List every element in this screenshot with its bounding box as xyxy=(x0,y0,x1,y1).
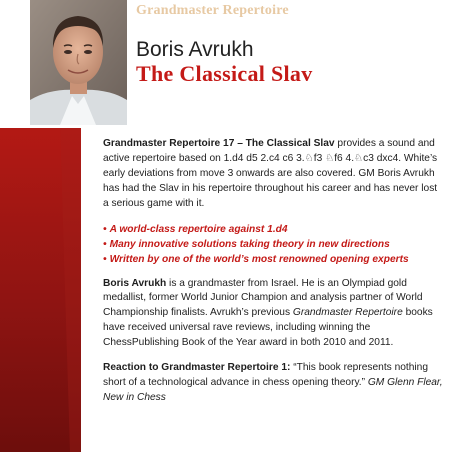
intro-text: provides a sound and active repertoire based on 1.d4 d5 2.c4 c6 3.♘f3 ♘f6 4.♘c3 dxc4. White’s early deviations from move 3 onwards are also covered. GM Boris Avrukh has had the Slav in his repertoire throughout his career and has never lost a serious game with it. xyxy=(103,138,438,209)
author-photo xyxy=(30,0,127,125)
feature-bullets xyxy=(103,222,443,267)
bullet-icon: • xyxy=(103,253,107,265)
red-spine-band xyxy=(0,128,81,452)
bullet-item: • A world-class repertoire against 1.d4 xyxy=(103,223,288,235)
bullet-item: • Many innovative solutions taking theory in new directions xyxy=(103,238,390,250)
intro-lead: Grandmaster Repertoire 17 – The Classical Slav xyxy=(103,138,335,149)
author-name: Boris Avrukh xyxy=(136,38,254,61)
bullet-icon: • xyxy=(103,223,107,235)
reaction-source: GM Glenn Flear, New in Chess xyxy=(103,376,443,403)
bio-text-2: books have received universal rave reviews, including winning the ChessPublishing Book of the Year award in both 2010 and 2011. xyxy=(103,307,433,349)
bio-italic: Grandmaster Repertoire xyxy=(292,307,403,319)
reaction-lead: Reaction to Grandmaster Repertoire 1: xyxy=(103,362,291,374)
author-portrait-image xyxy=(30,0,127,125)
bio-paragraph xyxy=(103,277,443,352)
blurb-content xyxy=(103,137,443,416)
bio-lead: Boris Avrukh xyxy=(103,277,167,289)
reaction-paragraph xyxy=(103,361,443,406)
intro-paragraph xyxy=(103,137,443,212)
bio-text-1: is a grandmaster from Israel. He is an Olympiad gold medallist, former World Junior Champion and analysis partner of World Championship finalists. Avrukh’s previous xyxy=(103,277,423,319)
bullet-icon: • xyxy=(103,238,107,250)
bullet-item: • Written by one of the world’s most renowned opening experts xyxy=(103,253,409,265)
reaction-quote: “This book represents nothing short of a technological advance in chess opening theory.” xyxy=(103,362,428,388)
book-title: The Classical Slav xyxy=(136,61,313,86)
series-label: Grandmaster Repertoire xyxy=(136,3,289,18)
